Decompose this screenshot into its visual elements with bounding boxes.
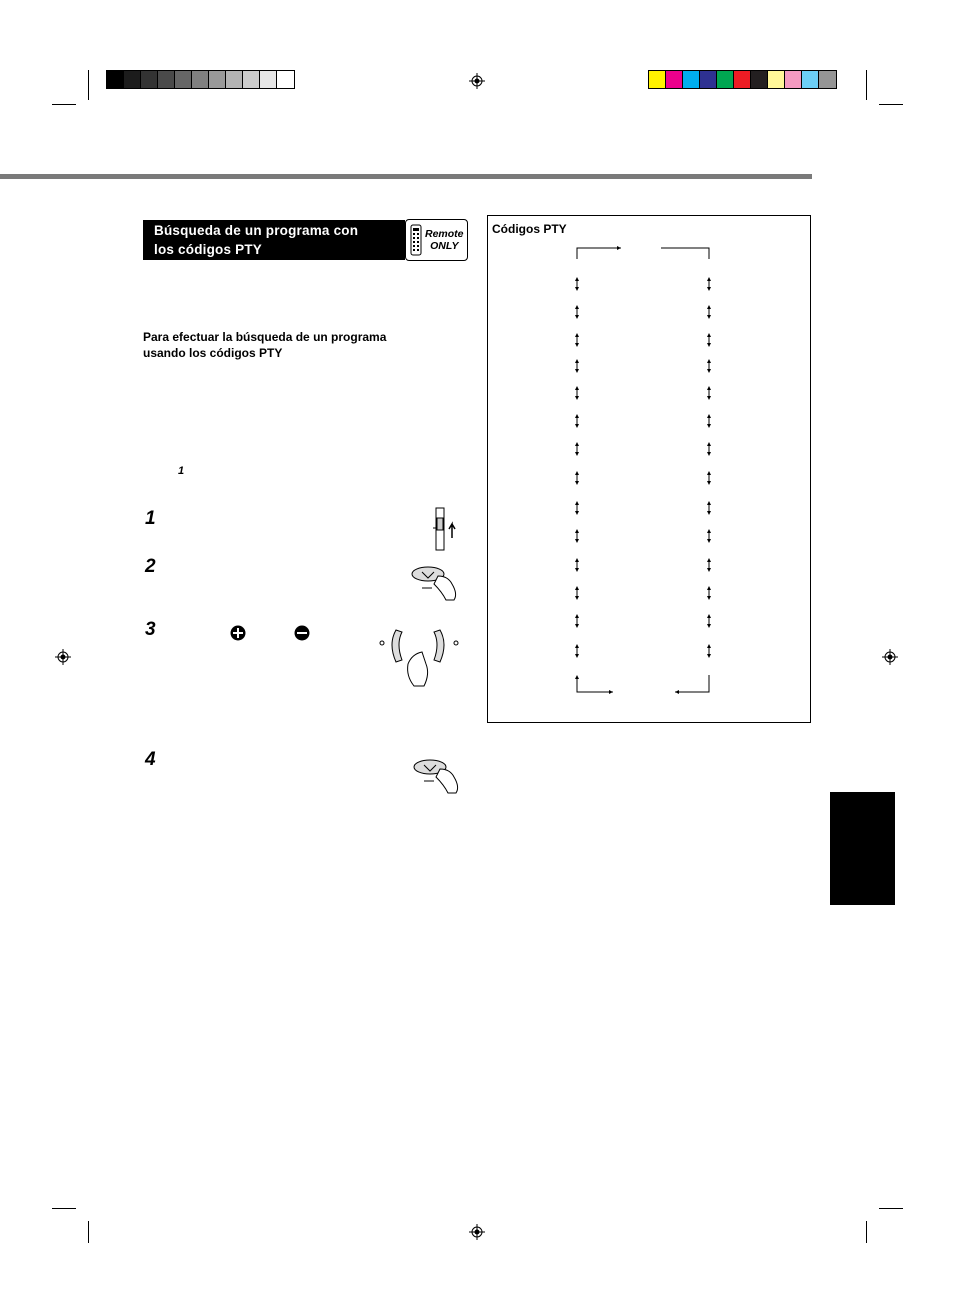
step-number: 1 <box>145 508 156 529</box>
remote-only-badge <box>405 219 468 261</box>
registration-mark-icon <box>469 1224 485 1240</box>
arrow-head <box>707 586 711 590</box>
arrow-head <box>707 424 711 428</box>
arrow-head <box>575 558 579 562</box>
arrow-head <box>707 386 711 390</box>
gray-color-bar <box>106 70 295 89</box>
color-swatch <box>124 71 141 88</box>
arrow-head <box>575 305 579 309</box>
arrow-head <box>707 501 711 505</box>
arrow-head <box>707 277 711 281</box>
color-swatch <box>666 71 683 88</box>
color-swatch <box>192 71 209 88</box>
tuning-buttons-icon <box>378 624 460 688</box>
connector-line <box>577 248 621 259</box>
arrow-head <box>707 568 711 572</box>
pty-codes-title: Códigos PTY <box>492 222 567 236</box>
remote-control-icon <box>410 224 422 256</box>
arrow-head <box>575 471 579 475</box>
process-color-bar <box>648 70 837 89</box>
pty-cycle-diagram <box>487 215 811 723</box>
color-swatch <box>768 71 785 88</box>
color-swatch <box>175 71 192 88</box>
plus-icon <box>230 625 246 641</box>
crop-mark <box>879 1208 903 1209</box>
arrow-head <box>575 343 579 347</box>
badge-line: ONLY <box>430 240 459 252</box>
arrow-head <box>575 369 579 373</box>
arrow-head <box>707 481 711 485</box>
step-number: 4 <box>145 749 156 770</box>
crop-mark <box>52 1208 76 1209</box>
arrow-head <box>575 287 579 291</box>
arrow-head <box>575 644 579 648</box>
connector-line <box>675 675 709 692</box>
color-swatch <box>141 71 158 88</box>
color-swatch <box>700 71 717 88</box>
section-title-line: Búsqueda de un programa con <box>154 223 359 238</box>
arrow-head <box>707 614 711 618</box>
connector-line <box>661 248 709 259</box>
crop-mark <box>52 104 76 105</box>
arrow-head <box>707 305 711 309</box>
color-swatch <box>158 71 175 88</box>
arrow-head <box>617 246 621 250</box>
arrow-head <box>707 442 711 446</box>
badge-line: Remote <box>425 228 464 240</box>
intro-heading <box>143 329 463 361</box>
button-press-icon <box>408 562 462 602</box>
crop-mark <box>866 70 867 100</box>
badge-text <box>425 228 464 252</box>
arrow-head <box>707 471 711 475</box>
step-number: 3 <box>145 619 156 640</box>
connector-line <box>577 677 613 692</box>
color-swatch <box>717 71 734 88</box>
arrow-head <box>707 596 711 600</box>
crop-mark <box>879 104 903 105</box>
crop-mark <box>88 70 89 100</box>
color-swatch <box>107 71 124 88</box>
arrow-head <box>575 586 579 590</box>
arrow-head <box>575 359 579 363</box>
color-swatch <box>734 71 751 88</box>
arrow-head <box>575 414 579 418</box>
arrow-head <box>707 452 711 456</box>
crop-mark <box>88 1221 89 1243</box>
arrow-head <box>575 333 579 337</box>
arrow-head <box>575 539 579 543</box>
arrow-head <box>707 359 711 363</box>
arrow-head <box>575 614 579 618</box>
color-swatch <box>243 71 260 88</box>
color-swatch <box>649 71 666 88</box>
arrow-head <box>575 675 579 679</box>
arrow-head <box>707 315 711 319</box>
color-swatch <box>277 71 294 88</box>
arrow-head <box>707 624 711 628</box>
arrow-head <box>707 539 711 543</box>
arrow-head <box>707 644 711 648</box>
header-rule <box>0 174 812 179</box>
arrow-head <box>575 624 579 628</box>
arrow-head <box>707 369 711 373</box>
arrow-head <box>575 568 579 572</box>
intro-line: usando los códigos PTY <box>143 346 283 360</box>
arrow-head <box>575 315 579 319</box>
arrow-head <box>575 511 579 515</box>
color-swatch <box>751 71 768 88</box>
color-swatch <box>209 71 226 88</box>
color-swatch <box>260 71 277 88</box>
arrow-head <box>609 690 613 694</box>
color-swatch <box>683 71 700 88</box>
arrow-head <box>707 287 711 291</box>
arrow-head <box>575 529 579 533</box>
arrow-head <box>707 396 711 400</box>
arrow-head <box>707 511 711 515</box>
intro-line: Para efectuar la búsqueda de un programa <box>143 330 387 344</box>
arrow-head <box>575 501 579 505</box>
arrow-head <box>707 414 711 418</box>
registration-mark-icon <box>55 649 71 665</box>
minus-icon <box>294 625 310 641</box>
mode-switch-icon <box>428 506 460 552</box>
arrow-head <box>575 481 579 485</box>
registration-mark-icon <box>882 649 898 665</box>
arrow-head <box>707 529 711 533</box>
arrow-head <box>707 343 711 347</box>
section-title-line: los códigos PTY <box>154 242 263 257</box>
language-side-tab <box>830 792 895 905</box>
arrow-head <box>575 386 579 390</box>
arrow-head <box>575 654 579 658</box>
color-swatch <box>802 71 819 88</box>
color-swatch <box>785 71 802 88</box>
arrow-head <box>575 424 579 428</box>
arrow-head <box>707 333 711 337</box>
arrow-head <box>575 396 579 400</box>
color-swatch <box>819 71 836 88</box>
color-swatch <box>226 71 243 88</box>
step-number: 2 <box>145 556 156 577</box>
arrow-head <box>575 452 579 456</box>
arrow-head <box>575 277 579 281</box>
registration-mark-icon <box>469 73 485 89</box>
arrow-head <box>675 690 679 694</box>
crop-mark <box>866 1221 867 1243</box>
arrow-head <box>707 558 711 562</box>
button-press-icon <box>410 755 464 795</box>
arrow-head <box>575 442 579 446</box>
section-title <box>143 220 405 260</box>
arrow-head <box>575 596 579 600</box>
arrow-head <box>707 654 711 658</box>
step-reference: 1 <box>178 465 185 477</box>
